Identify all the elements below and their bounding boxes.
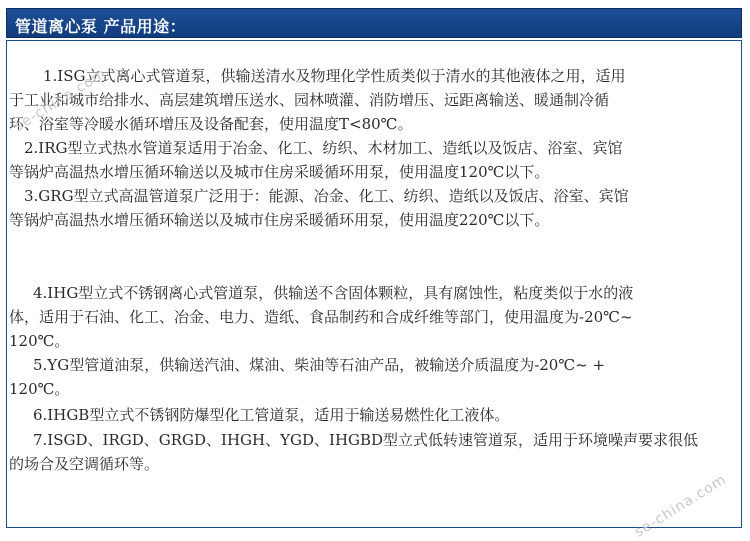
paragraph-3-line-2: 等锅炉高温热水增压循环输送以及城市住房采暖循环用泵，使用温度220℃以下。 [9, 211, 550, 229]
section-header-bar [6, 8, 742, 38]
watermark-top-left: se-china.com [11, 65, 110, 135]
paragraph-7-line-2: 的场合及空调循环等。 [9, 455, 160, 473]
paragraph-1-line-1: 1.ISG立式离心式管道泵，供输送清水及物理化学性质类似于清水的其他液体之用，适用 [43, 67, 626, 85]
paragraph-7 [7, 428, 742, 476]
content-panel [6, 40, 742, 528]
paragraph-1 [7, 64, 742, 136]
paragraph-7-line-1: 7.ISGD、IRGD、GRGD、IHGH、YGD、IHGBD型立式低转速管道泵，适用于环境噪声要求很低 [33, 431, 699, 449]
paragraph-2-line-2: 等锅炉高温热水增压循环输送以及城市住房采暖循环用泵，使用温度120℃以下。 [9, 163, 550, 181]
paragraph-4 [7, 281, 742, 353]
paragraph-4-line-2: 体，适用于石油、化工、冶金、电力、造纸、食品制药和合成纤维等部门，使用温度为-20℃~ [9, 308, 633, 326]
paragraph-3-line-1: 3.GRG型立式高温管道泵广泛用于：能源、冶金、化工、纺织、造纸以及饭店、浴室、宾馆 [24, 187, 629, 205]
paragraph-4-line-1: 4.IHG型立式不锈钢离心式管道泵，供输送不含固体颗粒，具有腐蚀性，粘度类似于水的液 [33, 284, 634, 302]
paragraph-6 [7, 403, 742, 427]
paragraph-2-line-1: 2.IRG型立式热水管道泵适用于冶金、化工、纺织、木材加工、造纸以及饭店、浴室、宾馆 [24, 139, 623, 157]
paragraph-5-line-2: 120℃。 [9, 380, 70, 398]
watermark-bottom-right: se-china.com [631, 471, 730, 541]
paragraph-3 [7, 184, 742, 232]
paragraph-5-line-1: 5.YG型管道油泵，供输送汽油、煤油、柴油等石油产品，被输送介质温度为-20℃~ + [33, 356, 606, 374]
paragraph-1-line-2: 于工业和城市给排水、高层建筑增压送水、园林喷灌、消防增压、远距离输送、暖通制冷循 [9, 91, 610, 109]
section-title: 管道离心泵 产品用途： [15, 17, 187, 36]
paragraph-2 [7, 136, 742, 184]
paragraph-6-line-1: 6.IHGB型立式不锈钢防爆型化工管道泵，适用于输送易燃性化工液体。 [33, 406, 510, 424]
paragraph-1-line-3: 环、浴室等冷暖水循环增压及设备配套，使用温度T<80℃。 [9, 115, 413, 133]
paragraph-5 [7, 353, 742, 401]
paragraph-4-line-3: 120℃。 [9, 332, 70, 350]
